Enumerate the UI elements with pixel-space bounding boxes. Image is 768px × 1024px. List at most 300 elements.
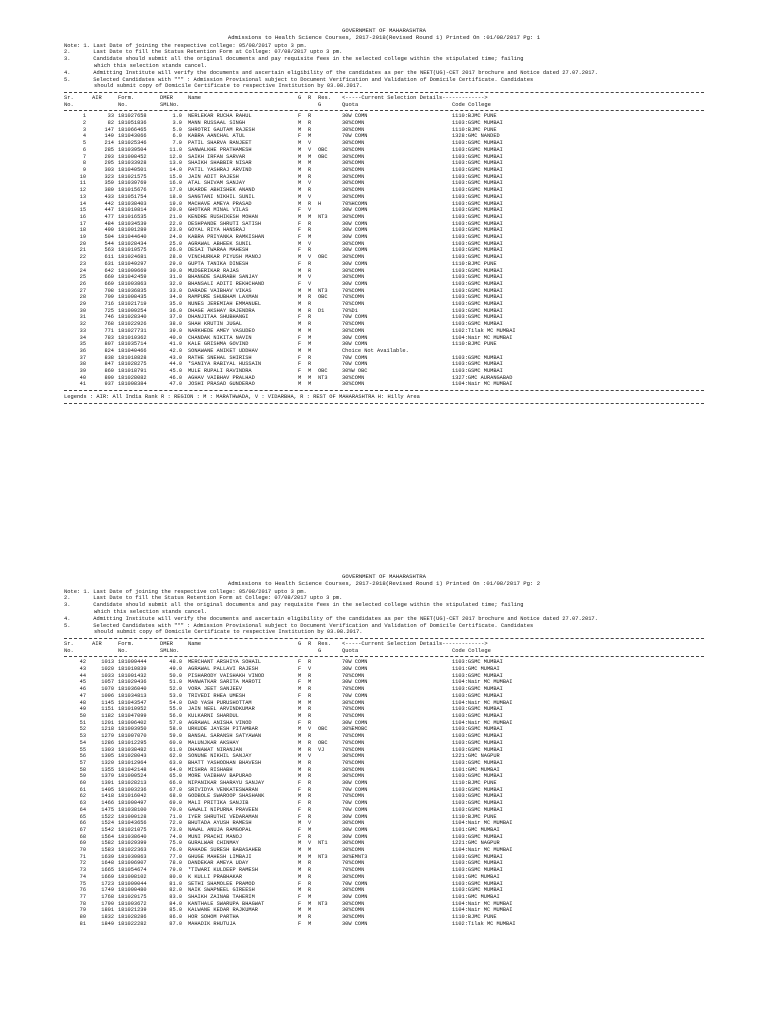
cell-g: M <box>298 853 302 860</box>
cell-dmer: 30.0 <box>169 267 182 274</box>
cell-name: DHANAWAT NIRANJAN <box>188 746 243 753</box>
cell-res: OBC <box>318 254 328 261</box>
header-form: Form. <box>118 95 135 102</box>
cell-quota: 30W COMN <box>342 341 368 348</box>
cell-quota: 30W COMN <box>342 260 368 267</box>
cell-dmer: 11.0 <box>169 146 182 153</box>
cell-sr: 2 <box>82 120 86 127</box>
cell-r: R <box>308 746 312 753</box>
cell-res <box>318 247 342 254</box>
cell-r: V <box>308 254 312 261</box>
cell-res <box>318 673 342 680</box>
cell-sr: 62 <box>79 793 86 800</box>
cell-g: F <box>298 920 302 927</box>
table-row <box>64 294 704 301</box>
cell-r: R <box>308 294 312 301</box>
cell-air: 660 <box>104 274 114 281</box>
cell-air: 1379 <box>101 773 114 780</box>
table-row <box>64 693 704 700</box>
cell-res <box>318 834 342 841</box>
cell-college: 1103:GSMC MUMBAI <box>452 800 503 807</box>
cell-college: 1103:GSMC MUMBAI <box>452 746 503 753</box>
cell-college: 1103:GSMC MUMBAI <box>452 187 503 194</box>
cell-name: NUNES JEREMIAH EMMANUEL <box>188 301 262 308</box>
cell-form: 181038100 <box>118 806 147 813</box>
cell-form: 181008452 <box>118 153 147 160</box>
cell-sr: 59 <box>79 773 86 780</box>
table-row <box>64 733 704 740</box>
cell-college: 1327:GMC AURANGABAD <box>452 374 513 381</box>
cell-r: M <box>308 900 312 907</box>
header-air: AIR <box>92 95 102 102</box>
table-row <box>64 666 704 673</box>
cell-college: 1103:GSMC MUMBAI <box>452 786 503 793</box>
cell-r: V <box>308 274 312 281</box>
cell-dmer: 46.0 <box>169 374 182 381</box>
cell-dmer: 85.0 <box>169 907 182 914</box>
header-res-g: G <box>318 647 322 654</box>
cell-res <box>318 268 342 275</box>
table-body <box>64 113 704 388</box>
page-2 <box>64 574 704 927</box>
cell-quota: 30%COMN <box>342 187 365 194</box>
cell-college: 1110:BJMC PUNE <box>452 341 497 348</box>
cell-air: 807 <box>104 341 114 348</box>
cell-dmer: 74.0 <box>169 833 182 840</box>
cell-name: MORE VAIBHAV BAPURAO <box>188 773 252 780</box>
cell-form: 181021075 <box>118 826 147 833</box>
cell-res <box>318 713 342 720</box>
cell-dmer: 25.0 <box>169 240 182 247</box>
table-row <box>64 341 704 348</box>
cell-dmer: 40.0 <box>169 334 182 341</box>
cell-name: KALWANE KEDAR RAJKUMAR <box>188 907 258 914</box>
page-title: GOVERNMENT OF MAHARASHTRA <box>342 573 426 580</box>
note-lead: 2. <box>64 595 71 602</box>
cell-college: 1103:GSMC MUMBAI <box>452 686 503 693</box>
cell-name: GHOTKAR MINAL VILAS <box>188 207 249 214</box>
cell-quota: 70%COMN <box>342 867 365 874</box>
cell-form: 181036040 <box>118 686 147 693</box>
cell-name: JOSHI PRASAD GUNDERAO <box>188 381 255 388</box>
cell-form: 181039769 <box>118 180 147 187</box>
cell-college: 1103:GSMC MUMBAI <box>452 234 503 241</box>
cell-res <box>318 234 342 241</box>
cell-g: F <box>298 786 302 793</box>
note-text: Candidate should submit all the original documents and pay requisite fees in the selected college within the stipulated time; failing <box>93 56 524 63</box>
cell-g: M <box>298 773 302 780</box>
cell-dmer: 79.0 <box>169 867 182 874</box>
table-row <box>64 834 704 841</box>
note-text: Admitting Institute will verify the documents and ascertain eligibility of the candidates as per the NEET(UG)-CET 2017 brochure and Notice dated 27.07.2017. <box>93 69 598 76</box>
header-form-2: No. <box>118 647 128 654</box>
cell-air: 1145 <box>101 699 114 706</box>
cell-college: 1103:GSMC MUMBAI <box>452 180 503 187</box>
cell-r: R <box>308 880 312 887</box>
cell-res <box>318 167 342 174</box>
divider <box>64 403 704 404</box>
cell-college: 1103:GSMC MUMBAI <box>452 361 503 368</box>
cell-r: R <box>308 887 312 894</box>
cell-g: F <box>298 207 302 214</box>
cell-name: VORA JEET SANJEEV <box>188 686 243 693</box>
cell-sr: 26 <box>79 280 86 287</box>
cell-air: 1582 <box>101 840 114 847</box>
cell-quota: 30W COMN <box>342 280 368 287</box>
cell-quota: 30%COMN <box>342 173 365 180</box>
cell-res <box>318 113 342 120</box>
cell-college: 1110:BJMC PUNE <box>452 914 497 921</box>
table-row <box>64 187 704 194</box>
cell-college: 1110:BJMC PUNE <box>452 780 497 787</box>
cell-college: 1221:GMC NAGPUR <box>452 753 500 760</box>
cell-form: 181009669 <box>118 267 147 274</box>
cell-g: M <box>298 140 302 147</box>
cell-dmer: 61.0 <box>169 746 182 753</box>
cell-g: M <box>298 254 302 261</box>
cell-form: 181001432 <box>118 672 147 679</box>
cell-form: 181030863 <box>118 853 147 860</box>
table-row <box>64 807 704 814</box>
cell-quota: 30W COMN <box>342 220 368 227</box>
cell-air: 1801 <box>101 907 114 914</box>
page-title: GOVERNMENT OF MAHARASHTRA <box>342 27 426 34</box>
cell-sr: 3 <box>82 126 86 133</box>
cell-res: NT3 <box>318 213 328 220</box>
cell-quota: 30%COMN <box>342 887 365 894</box>
cell-quota: 70%COMN <box>342 686 365 693</box>
table-row <box>64 847 704 854</box>
cell-college: 1103:GSMC MUMBAI <box>452 692 503 699</box>
cell-sr: 60 <box>79 780 86 787</box>
cell-dmer: 3.0 <box>172 120 182 127</box>
cell-sr: 78 <box>79 900 86 907</box>
cell-air: 1723 <box>101 880 114 887</box>
cell-res: VJ <box>318 746 325 753</box>
cell-dmer: 68.0 <box>169 793 182 800</box>
cell-dmer: 41.0 <box>169 341 182 348</box>
cell-name: NERLEKAR RUCHA RAHUL <box>188 113 252 120</box>
cell-air: 1151 <box>101 706 114 713</box>
cell-r: R <box>308 227 312 234</box>
cell-form: 181040466 <box>118 347 147 354</box>
cell-g: M <box>298 766 302 773</box>
cell-name: GAWALI NIPURNA PRAVEEN <box>188 806 258 813</box>
cell-college: 1103:GSMC MUMBAI <box>452 160 503 167</box>
cell-res <box>318 381 342 388</box>
cell-g: M <box>298 146 302 153</box>
table-row <box>64 867 704 874</box>
note-lead: 5. <box>64 622 71 629</box>
cell-r: M <box>308 213 312 220</box>
cell-sr: 68 <box>79 833 86 840</box>
cell-air: 890 <box>104 374 114 381</box>
note-lead: 4. <box>64 615 71 622</box>
cell-quota: 30W COMN <box>342 227 368 234</box>
cell-name: RAMPURE SHUBHAM LAXMAN <box>188 294 258 301</box>
cell-air: 1639 <box>101 853 114 860</box>
cell-college: 1103:GSMC MUMBAI <box>452 739 503 746</box>
cell-college: 1103:GSMC MUMBAI <box>452 659 503 666</box>
cell-quota: 70W COMN <box>342 354 368 361</box>
cell-g: F <box>298 659 302 666</box>
cell-sr: 20 <box>79 240 86 247</box>
cell-form: 181043547 <box>118 699 147 706</box>
cell-r: R <box>308 860 312 867</box>
table-row <box>64 301 704 308</box>
cell-form: 181028340 <box>118 314 147 321</box>
cell-sr: 37 <box>79 354 86 361</box>
table-row <box>64 800 704 807</box>
cell-r: R <box>308 739 312 746</box>
cell-name: MACHAVE AMEYA PRASAD <box>188 200 252 207</box>
table-row <box>64 221 704 228</box>
cell-r: M <box>308 826 312 833</box>
cell-dmer: 45.0 <box>169 368 182 375</box>
cell-air: 1768 <box>101 893 114 900</box>
cell-quota: Choice Not Available. <box>342 347 409 354</box>
cell-sr: 27 <box>79 287 86 294</box>
cell-form: 181039504 <box>118 146 147 153</box>
divider <box>64 390 704 391</box>
cell-name: JAIN NEEL ARVINDKUMAR <box>188 706 255 713</box>
cell-res <box>318 120 342 127</box>
cell-sr: 32 <box>79 321 86 328</box>
cell-r: M <box>308 893 312 900</box>
cell-r: M <box>308 133 312 140</box>
table-row <box>64 740 704 747</box>
cell-form: 181038403 <box>118 200 147 207</box>
header-dmer: DMER <box>160 95 173 102</box>
cell-res <box>318 140 342 147</box>
table-row <box>64 174 704 181</box>
cell-air: 708 <box>104 287 114 294</box>
cell-name: CHANDAK NIKITA NAVIN <box>188 334 252 341</box>
cell-g: F <box>298 800 302 807</box>
divider <box>64 656 704 657</box>
cell-res: H <box>318 200 322 207</box>
cell-air: 380 <box>104 187 114 194</box>
cell-r: R <box>308 773 312 780</box>
cell-sr: 24 <box>79 267 86 274</box>
cell-res <box>318 874 342 881</box>
cell-name: DHAGE AKSHAY RAJENDRA <box>188 307 255 314</box>
cell-name: SONUNE NIKHIL SANJAY <box>188 753 252 760</box>
cell-name: RATHE SNEHAL SHIRISH <box>188 354 252 361</box>
note-lead: Note: 1. <box>64 42 90 49</box>
cell-form: 181034539 <box>118 220 147 227</box>
divider <box>64 92 704 93</box>
cell-sr: 55 <box>79 746 86 753</box>
cell-r: M <box>308 847 312 854</box>
cell-form: 181000128 <box>118 813 147 820</box>
cell-form: 181003236 <box>118 786 147 793</box>
cell-g: F <box>298 893 302 900</box>
cell-quota: 30%COMN <box>342 166 365 173</box>
note-text: Last Date of joining the respective college: 05/08/2017 upto 3 pm. <box>93 42 307 49</box>
cell-dmer: 76.0 <box>169 847 182 854</box>
cell-air: 1218 <box>101 726 114 733</box>
cell-air: 1665 <box>101 867 114 874</box>
cell-name: MUDGERIKAR RAJAS <box>188 267 239 274</box>
table-row <box>64 348 704 355</box>
cell-name: DHANJITAA SHUBHANGI <box>188 314 249 321</box>
cell-name: MALUNJKAR AKSHAY <box>188 739 239 746</box>
table-header <box>64 641 704 654</box>
cell-res <box>318 341 342 348</box>
cell-college: 1103:GSMC MUMBAI <box>452 254 503 261</box>
cell-sr: 14 <box>79 200 86 207</box>
cell-sr: 30 <box>79 307 86 314</box>
cell-college: 1221:GMC NAGPUR <box>452 840 500 847</box>
cell-g: F <box>298 719 302 726</box>
cell-sr: 6 <box>82 146 86 153</box>
table-row <box>64 261 704 268</box>
cell-g: F <box>298 334 302 341</box>
cell-name: IYER SHRUTHI VEDARAMAN <box>188 813 258 820</box>
header-sr-2: No. <box>64 101 74 108</box>
cell-r: V <box>308 207 312 214</box>
cell-air: 1355 <box>101 766 114 773</box>
cell-form: 181066465 <box>118 126 147 133</box>
cell-name: SETHI SHAMOLEE PRAMOD <box>188 880 255 887</box>
cell-college: 1101:GMC MUMBAI <box>452 826 500 833</box>
cell-r: R <box>308 780 312 787</box>
cell-res <box>318 321 342 328</box>
cell-r: V <box>308 820 312 827</box>
cell-sr: 19 <box>79 234 86 241</box>
cell-res <box>318 693 342 700</box>
table-row <box>64 921 704 928</box>
cell-g: F <box>298 900 302 907</box>
cell-g: F <box>298 826 302 833</box>
cell-name: MANN RUSSAAL SINGH <box>188 120 246 127</box>
cell-college: 1103:GSMC MUMBAI <box>452 307 503 314</box>
cell-college: 1103:GSMC MUMBAI <box>452 193 503 200</box>
cell-air: 1305 <box>101 753 114 760</box>
cell-air: 771 <box>104 327 114 334</box>
cell-g: M <box>298 321 302 328</box>
cell-form: 181018828 <box>118 354 147 361</box>
cell-sr: 53 <box>79 733 86 740</box>
cell-college: 1104:Nair MC MUMBAI <box>452 719 513 726</box>
cell-r: V <box>308 280 312 287</box>
cell-college: 1103:GSMC MUMBAI <box>452 706 503 713</box>
cell-quota: 30%COMN <box>342 120 365 127</box>
header-sr: Sr. <box>64 95 74 102</box>
cell-dmer: 77.0 <box>169 853 182 860</box>
cell-dmer: 83.0 <box>169 893 182 900</box>
table-row <box>64 328 704 335</box>
cell-sr: 34 <box>79 334 86 341</box>
header-college: Code College <box>452 101 491 108</box>
header-dmer: DMER <box>160 641 173 648</box>
cell-r: M <box>308 907 312 914</box>
cell-r: M <box>308 334 312 341</box>
cell-sr: 79 <box>79 907 86 914</box>
cell-air: 544 <box>104 240 114 247</box>
cell-sr: 70 <box>79 847 86 854</box>
cell-res <box>318 773 342 780</box>
cell-air: 1020 <box>101 666 114 673</box>
table-row <box>64 268 704 275</box>
cell-r: M <box>308 920 312 927</box>
cell-name: PATIL SHARVA RANJEET <box>188 140 252 147</box>
cell-res <box>318 820 342 827</box>
cell-g: F <box>298 280 302 287</box>
cell-quota: 30%COMN <box>342 900 365 907</box>
cell-form: 181028082 <box>118 374 147 381</box>
cell-g: F <box>298 354 302 361</box>
cell-sr: 12 <box>79 187 86 194</box>
cell-air: 149 <box>104 133 114 140</box>
cell-r: R <box>308 672 312 679</box>
cell-dmer: 5.0 <box>172 126 182 133</box>
cell-name: BHUTADA AYUSH RAMESH <box>188 820 252 827</box>
cell-dmer: 38.0 <box>169 321 182 328</box>
cell-dmer: 13.0 <box>169 160 182 167</box>
cell-g: F <box>298 361 302 368</box>
cell-form: 181012964 <box>118 759 147 766</box>
cell-res <box>318 686 342 693</box>
cell-quota: 30%COMN <box>342 374 365 381</box>
table-row <box>64 167 704 174</box>
cell-r: M <box>308 153 312 160</box>
table-row <box>64 894 704 901</box>
cell-form: 181040501 <box>118 166 147 173</box>
cell-dmer: 66.0 <box>169 780 182 787</box>
cell-quota: 70W COMN <box>342 659 368 666</box>
cell-quota: 70%COMN <box>342 321 365 328</box>
cell-res <box>318 894 342 901</box>
cell-form: 181022926 <box>118 321 147 328</box>
cell-r: R <box>308 793 312 800</box>
cell-college: 1103:GSMC MUMBAI <box>452 672 503 679</box>
cell-r: R <box>308 706 312 713</box>
cell-dmer: 75.0 <box>169 840 182 847</box>
cell-r: R <box>308 800 312 807</box>
cell-g: M <box>298 726 302 733</box>
cell-r: R <box>308 173 312 180</box>
cell-r: R <box>308 120 312 127</box>
cell-sr: 31 <box>79 314 86 321</box>
cell-sr: 22 <box>79 254 86 261</box>
cell-g: F <box>298 341 302 348</box>
cell-sr: 76 <box>79 887 86 894</box>
cell-air: 1583 <box>101 847 114 854</box>
divider <box>64 110 704 111</box>
cell-r: R <box>308 766 312 773</box>
note-text: Last Date of joining the respective college: 05/08/2017 upto 3 pm. <box>93 588 307 595</box>
cell-sr: 5 <box>82 140 86 147</box>
cell-quota: 30%COMN <box>342 160 365 167</box>
cell-quota: 70%COMN <box>342 733 365 740</box>
cell-res: NT3 <box>318 900 328 907</box>
cell-res <box>318 881 342 888</box>
cell-quota: 30%COMN <box>342 193 365 200</box>
cell-r: R <box>308 321 312 328</box>
cell-sr: 48 <box>79 699 86 706</box>
cell-form: 181051754 <box>118 193 147 200</box>
table-row <box>64 288 704 295</box>
divider <box>64 638 704 639</box>
cell-air: 1391 <box>101 780 114 787</box>
cell-college: 1103:GSMC MUMBAI <box>452 213 503 220</box>
cell-sr: 40 <box>79 374 86 381</box>
cell-sr: 15 <box>79 207 86 214</box>
table-row <box>64 234 704 241</box>
note-lead: Note: 1. <box>64 588 90 595</box>
